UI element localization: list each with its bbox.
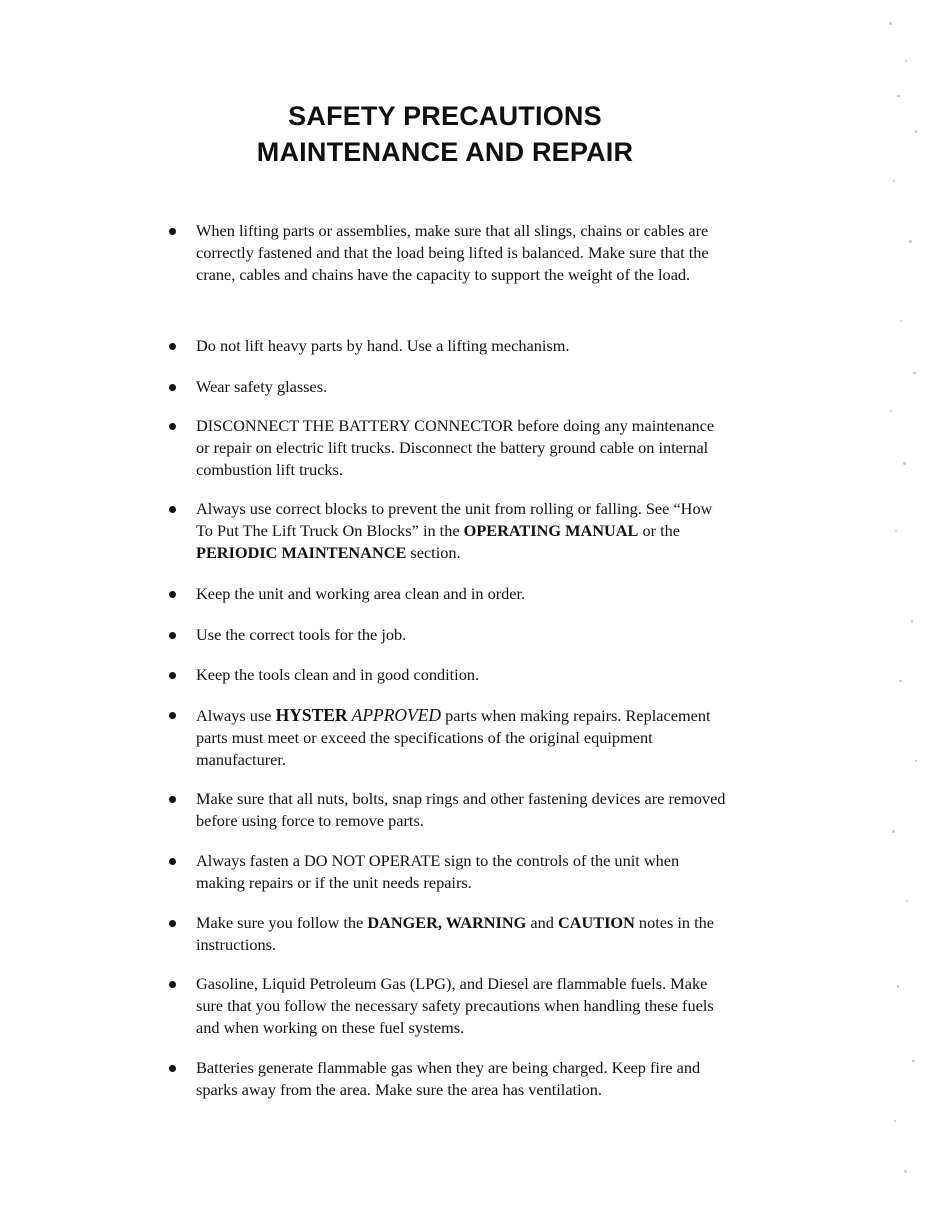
list-item <box>168 335 728 376</box>
caution-label: CAUTION <box>557 913 635 932</box>
item-text-part: Always use <box>196 706 276 725</box>
list-item <box>168 1057 728 1101</box>
list-item <box>168 415 728 498</box>
item-text: Batteries generate flammable gas when they are being charged. Keep fire and sparks away from the area. Make sure the area has ventilation. <box>196 1058 701 1099</box>
item-text-part: notes in the instructions. <box>196 913 714 954</box>
page-title <box>0 98 890 170</box>
list-item <box>168 912 728 973</box>
item-text: Keep the unit and working area clean and in order. <box>196 584 526 603</box>
bullet-icon <box>169 981 176 988</box>
periodic-maintenance-ref: PERIODIC MAINTENANCE <box>196 543 407 562</box>
bullet-icon <box>169 920 176 927</box>
bullet-icon <box>169 591 176 598</box>
scan-noise-edge <box>875 0 935 1210</box>
item-text-part: section. <box>406 543 461 562</box>
bullet-icon <box>169 423 176 430</box>
bullet-icon <box>169 632 176 639</box>
item-text: Keep the tools clean and in good condition. <box>196 665 480 684</box>
item-text: Make sure that all nuts, bolts, snap rings and other fastening devices are removed before using force to remove parts. <box>196 789 726 830</box>
list-item <box>168 704 728 788</box>
bullet-icon <box>169 506 176 513</box>
bullet-icon <box>169 1065 176 1072</box>
item-text-part: Make sure you follow the <box>196 913 368 932</box>
bullet-icon <box>169 384 176 391</box>
item-text <box>196 499 712 562</box>
bullet-icon <box>169 796 176 803</box>
bullet-icon <box>169 858 176 865</box>
title-line-2: MAINTENANCE AND REPAIR <box>256 137 634 167</box>
item-text: When lifting parts or assemblies, make sure that all slings, chains or cables are correctly fastened and that the load being lifted is balanced. Make sure that the crane, cables and chains have the capacity to support the weight of the load. <box>196 221 709 284</box>
item-text-part: and <box>526 913 558 932</box>
list-item <box>168 664 728 704</box>
approved-label: APPROVED <box>351 705 442 725</box>
item-text: DISCONNECT THE BATTERY CONNECTOR before doing any maintenance or repair on electric lift trucks. Disconnect the battery ground cable on internal combustion lift trucks. <box>196 416 715 479</box>
item-text <box>196 913 714 954</box>
list-item <box>168 220 728 335</box>
title-line-1: SAFETY PRECAUTIONS <box>288 101 602 131</box>
operating-manual-ref: OPERATING MANUAL <box>463 521 639 540</box>
bullet-icon <box>169 712 176 719</box>
bullet-icon <box>169 228 176 235</box>
list-item <box>168 624 728 664</box>
list-item <box>168 973 728 1057</box>
list-item <box>168 498 728 583</box>
list-item <box>168 583 728 624</box>
item-text <box>196 706 711 769</box>
bullet-icon <box>169 343 176 350</box>
item-text-part: Always use correct blocks to prevent the unit from rolling or falling. See “How To Put The Lift Truck On Blocks” in the <box>196 499 713 540</box>
item-text-part: or the <box>638 521 680 540</box>
item-text-part: parts when making repairs. Replacement parts must meet or exceed the specifications of the original equipment manufacturer. <box>196 706 711 769</box>
item-text: Do not lift heavy parts by hand. Use a lifting mechanism. <box>196 336 570 355</box>
item-text: Use the correct tools for the job. <box>196 625 407 644</box>
list-item <box>168 788 728 850</box>
brand-name: HYSTER <box>275 705 348 725</box>
item-text: Always fasten a DO NOT OPERATE sign to the controls of the unit when making repairs or if the unit needs repairs. <box>196 851 680 892</box>
item-text: Gasoline, Liquid Petroleum Gas (LPG), and Diesel are flammable fuels. Make sure that you follow the necessary safety precautions when handling these fuels and when working on these fuel systems. <box>196 974 714 1037</box>
danger-warning-label: DANGER, WARNING <box>367 913 527 932</box>
list-item <box>168 850 728 912</box>
item-text: Wear safety glasses. <box>196 377 328 396</box>
list-item <box>168 376 728 415</box>
bullet-icon <box>169 672 176 679</box>
precautions-list <box>168 220 728 1101</box>
